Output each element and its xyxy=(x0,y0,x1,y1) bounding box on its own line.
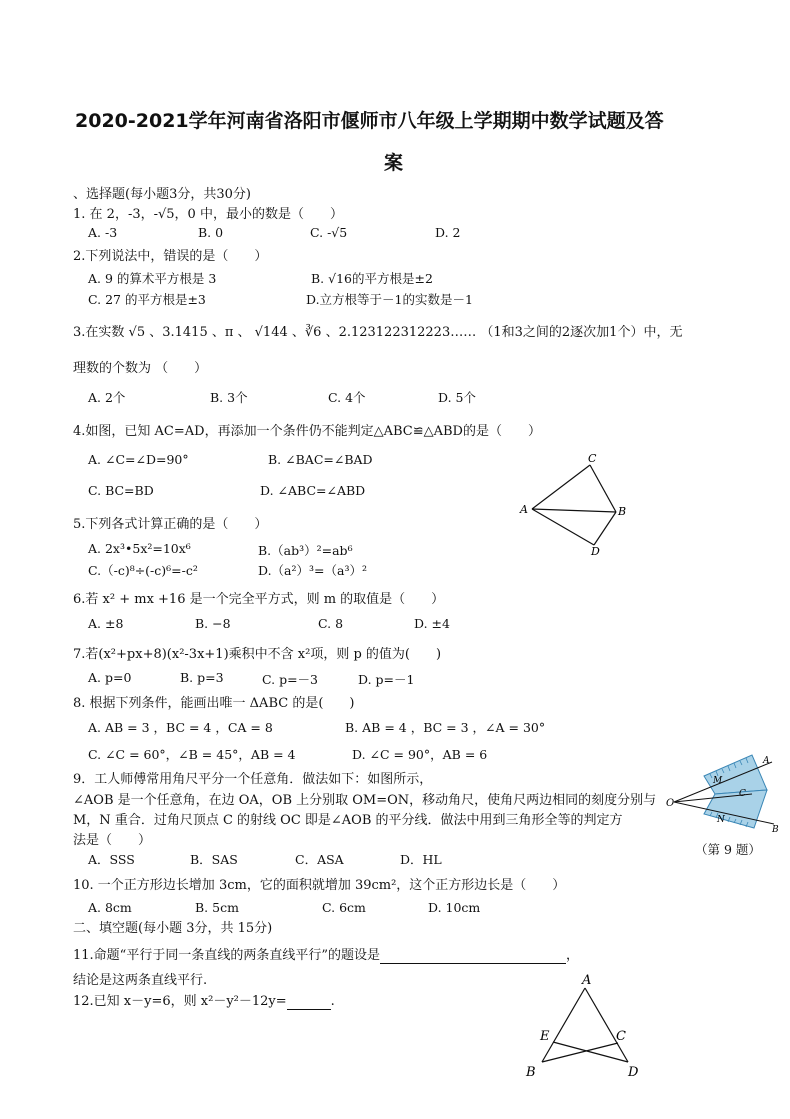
q3-option-a: A. 2个 xyxy=(88,390,126,405)
q6-option-b: B. −8 xyxy=(195,616,231,631)
q11-line-1 xyxy=(73,944,579,964)
q8-option-a: A. AB = 3 ，BC = 4 ，CA = 8 xyxy=(88,720,273,735)
q1-option-d: D. 2 xyxy=(435,225,461,240)
q12-label-c: C xyxy=(616,1029,626,1044)
q9-line-4: 法是（ ） xyxy=(73,833,152,848)
q3-stem: 3.在实数 √5 、3.1415 、π 、 √144 、∛6 、2.123122312223…… （1和3之间的2逐次加1个）中，无 xyxy=(73,325,683,340)
q2-option-b: B. √16的平方根是±2 xyxy=(311,271,433,286)
q12-label-b: B xyxy=(526,1065,536,1080)
q4-label-a: A xyxy=(520,503,528,516)
q3-stem-continuation: 理数的个数为 （ ） xyxy=(73,361,208,376)
q11-line-2: 结论是这两条直线平行. xyxy=(73,973,208,988)
q9-line-1: 9．工人师傅常用角尺平分一个任意角．做法如下：如图所示， xyxy=(73,772,433,787)
section-heading-fill-in: 二、填空题(每小题 3分，共 15分) xyxy=(73,921,273,936)
q4-stem: 4.如图，已知 AC=AD，再添加一个条件仍不能判定△ABC≌△ABD的是（ ） xyxy=(73,424,541,439)
q7-option-c: C. p=－3 xyxy=(262,672,318,687)
q5-option-c: C.（-c)⁸÷(-c)⁶=-c² xyxy=(88,563,198,578)
q7-option-a: A. p=0 xyxy=(88,670,132,685)
q12-stem: 12.已知 x－y=6，则 x²－y²－12y= xyxy=(73,994,287,1009)
q9-label-a: A xyxy=(763,756,770,766)
q12-label-d: D xyxy=(628,1065,639,1080)
q6-stem: 6.若 x² + mx +16 是一个完全平方式，则 m 的取值是（ ） xyxy=(73,592,445,607)
q2-option-a: A. 9 的算术平方根是 3 xyxy=(88,271,217,286)
q9-label-b: B xyxy=(772,825,779,835)
q9-option-b: B．SAS xyxy=(190,852,238,867)
q2-stem: 2.下列说法中，错误的是（ ） xyxy=(73,249,268,264)
q9-line-2: ∠AOB 是一个任意角，在边 OA，OB 上分别取 OM=ON，移动角尺，使角尺两边相同的刻度分别与 xyxy=(73,793,657,808)
q7-stem: 7.若(x²+px+8)(x²-3x+1)乘积中不含 x²项，则 p 的值为( ) xyxy=(73,647,442,662)
q4-label-d: D xyxy=(591,545,600,557)
q6-option-c: C. 8 xyxy=(318,616,344,631)
q5-stem: 5.下列各式计算正确的是（ ） xyxy=(73,517,268,532)
q5-option-a: A. 2x³•5x²=10x⁶ xyxy=(88,541,191,556)
q9-line-3: M，N 重合．过角尺顶点 C 的射线 OC 即是∠AOB 的平分线．做法中用到三角形全等的判定方 xyxy=(73,813,623,828)
q12-period: . xyxy=(330,994,335,1009)
q12-label-a: A xyxy=(582,973,592,988)
q9-figure xyxy=(664,750,788,842)
q6-option-a: A. ±8 xyxy=(88,616,124,631)
q9-label-n: N xyxy=(717,815,725,825)
q9-option-d: D．HL xyxy=(400,852,442,867)
page-title: 2020-2021学年河南省洛阳市偃师市八年级上学期期中数学试题及答 xyxy=(75,110,664,132)
q1-option-c: C. -√5 xyxy=(310,225,348,240)
page-title-continuation: 案 xyxy=(384,152,404,174)
q1-option-b: B. 0 xyxy=(198,225,224,240)
q4-option-b: B. ∠BAC=∠BAD xyxy=(268,452,373,467)
q8-stem: 8. 根据下列条件，能画出唯一 ΔABC 的是( ) xyxy=(73,696,355,711)
q4-label-c: C xyxy=(588,452,597,465)
q4-option-c: C. BC=BD xyxy=(88,483,154,498)
q6-option-d: D. ±4 xyxy=(414,616,450,631)
q9-label-m: M xyxy=(713,776,723,786)
q10-stem: 10. 一个正方形边长增加 3cm，它的面积就增加 39cm²，这个正方形边长是（ ） xyxy=(73,878,566,893)
q12-label-e: E xyxy=(540,1029,550,1044)
q8-option-c: C. ∠C = 60°，∠B = 45°，AB = 4 xyxy=(88,747,296,762)
q4-option-a: A. ∠C=∠D=90° xyxy=(88,452,189,467)
q7-option-b: B. p=3 xyxy=(180,670,224,685)
q9-label-c: C xyxy=(739,789,746,799)
q10-option-a: A. 8cm xyxy=(88,900,132,915)
q8-option-d: D. ∠C = 90°，AB = 6 xyxy=(352,747,488,762)
q11-stem: 11.命题“平行于同一条直线的两条直线平行”的题设是 xyxy=(73,948,380,963)
q1-option-a: A. -3 xyxy=(88,225,118,240)
q10-option-c: C. 6cm xyxy=(322,900,366,915)
q4-figure xyxy=(510,452,635,557)
q2-option-d: D.立方根等于－1的实数是－1 xyxy=(306,292,473,307)
q3-option-d: D. 5个 xyxy=(438,390,476,405)
q4-option-d: D. ∠ABC=∠ABD xyxy=(260,483,366,498)
q10-option-d: D. 10cm xyxy=(428,900,481,915)
q3-option-b: B. 3个 xyxy=(210,390,248,405)
q2-option-c: C. 27 的平方根是±3 xyxy=(88,292,206,307)
q12-answer-blank[interactable] xyxy=(287,994,331,1010)
q9-label-o: O xyxy=(666,798,675,809)
q1-stem: 1. 在 2，-3，-√5，0 中，最小的数是（ ） xyxy=(73,207,343,222)
q11-answer-blank[interactable] xyxy=(380,948,566,964)
q9-option-a: A．SSS xyxy=(88,852,135,867)
q9-option-c: C．ASA xyxy=(295,852,344,867)
q12-line xyxy=(73,990,335,1010)
q5-option-d: D.（a²）³=（a³）² xyxy=(258,563,367,578)
section-heading-choice: 、选择题(每小题3分，共30分) xyxy=(73,187,251,202)
q4-label-b: B xyxy=(618,505,627,518)
q7-option-d: D. p=－1 xyxy=(358,672,415,687)
q11-comma: ， xyxy=(565,948,579,963)
q9-figure-caption: （第 9 题） xyxy=(695,842,761,857)
q12-figure xyxy=(520,970,650,1082)
q8-option-b: B. AB = 4 ，BC = 3 ，∠A = 30° xyxy=(345,720,546,735)
q10-option-b: B. 5cm xyxy=(195,900,239,915)
q3-option-c: C. 4个 xyxy=(328,390,366,405)
q5-option-b: B.（ab³）²=ab⁶ xyxy=(258,543,353,558)
